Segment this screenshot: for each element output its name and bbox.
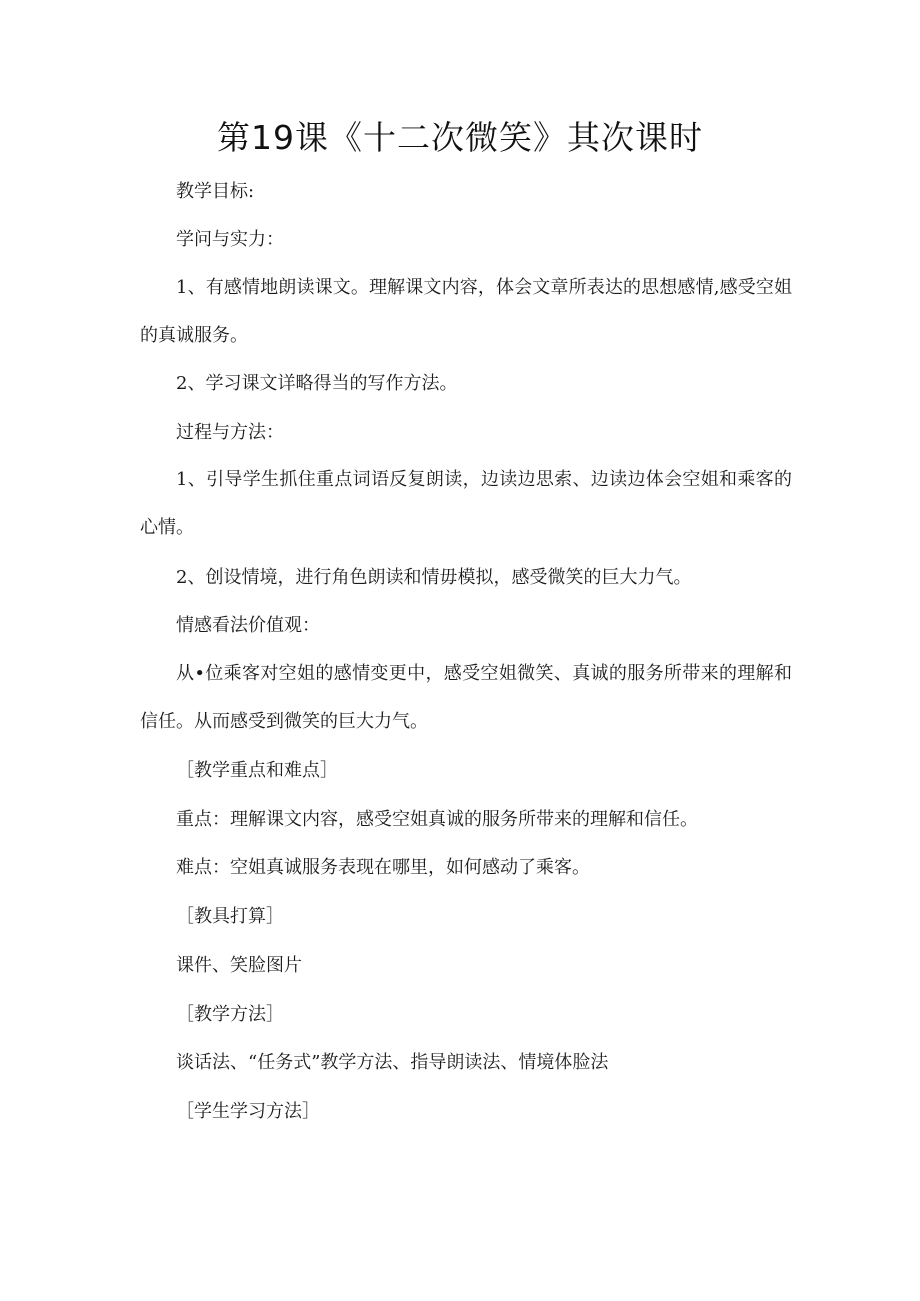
knowledge-item-2: 2、学习课文详略得当的写作方法。 [176,373,458,394]
teaching-methods-heading: ［教学方法］ [176,1004,284,1025]
teaching-goals-heading: 教学目标: [176,181,255,202]
student-study-methods-heading: ［学生学习方法］ [176,1101,320,1122]
knowledge-ability-heading: 学问与实力： [176,229,284,250]
key-difficult-points-heading: ［教学重点和难点］ [176,760,338,781]
teaching-methods: 谈话法、“任务式”教学方法、指导朗读法、情境体脸法 [176,1052,609,1073]
emotion-item-1: 从•位乘客对空姐的感情变更中，感受空姐微笑、真诚的服务所带来的理解和信任。从而感受到微笑的巨大力气。 [140,663,792,732]
document-title: 第19课《十二次微笑》其次课时 [217,118,703,157]
difficult-point: 难点：空姐真诚服务表现在哪里，如何感动了乘客。 [176,857,590,878]
key-point: 重点：理解课文内容，感受空姐真诚的服务所带来的理解和信任。 [176,809,698,830]
process-item-1: 1、引导学生抓住重点词语反复朗读，边读边思索、边读边体会空姐和乘客的心情。 [140,469,792,538]
teaching-tools: 课件、笑脸图片 [176,955,302,976]
emotion-values-heading: 情感看法价值观： [176,615,320,636]
process-item-2: 2、创设情境，进行角色朗读和情毋模拟，感受微笑的巨大力气。 [176,567,692,588]
teaching-tools-heading: ［教具打算］ [176,906,284,927]
knowledge-item-1: 1、有感情地朗读课文。理解课文内容，体会文章所表达的思想感情,感受空姐的真诚服务。 [140,277,792,346]
process-method-heading: 过程与方法： [176,422,284,443]
